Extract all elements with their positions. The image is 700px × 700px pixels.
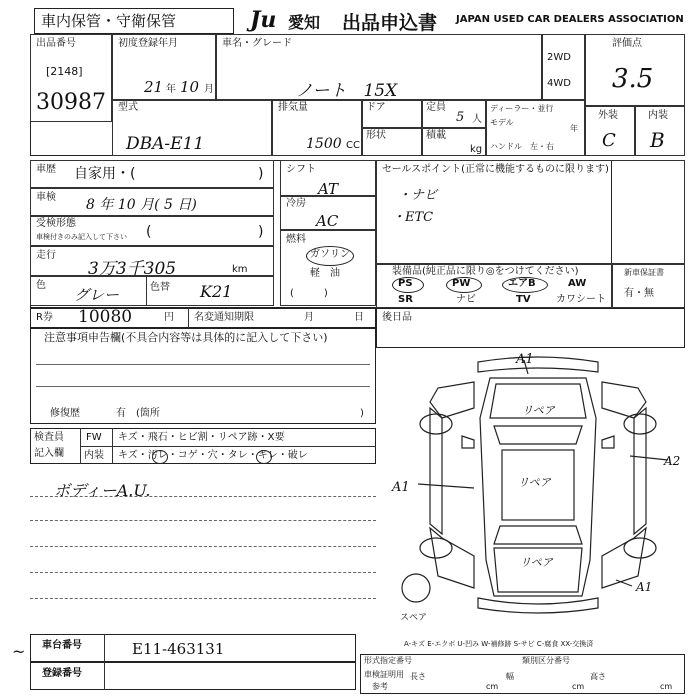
shape-label: 形状	[366, 130, 386, 141]
check-fw-cat: FW	[86, 432, 102, 443]
warranty-options: 有・無	[624, 288, 654, 299]
dealer-model-label: モデル	[490, 118, 514, 127]
damage-mark-left: A1	[392, 480, 410, 495]
remark-handwriting: ボディーA.U.	[54, 481, 151, 500]
equip-aw: AW	[568, 278, 587, 289]
score-label: 評価点	[612, 38, 642, 49]
recycle-divider	[188, 308, 189, 328]
form-no-height-cm: cm	[660, 682, 673, 691]
recycle-value: 10080	[78, 307, 133, 327]
mileage-unit: km	[232, 264, 248, 275]
notes-line-1	[36, 364, 370, 365]
first-reg-year: 21	[144, 78, 164, 96]
displacement-unit: CC	[346, 140, 360, 151]
sales-point-2: ・ETC	[392, 210, 434, 225]
form-title: 出品申込書	[342, 12, 438, 34]
repair-close: )	[360, 408, 364, 419]
form-no-label2: 類別区分番号	[522, 656, 570, 665]
repair-value: 有 (箇所	[116, 408, 160, 419]
notes-label: 注意事項申告欄(不具合内容等は具体的に記入して下さい)	[44, 331, 328, 344]
door-label: ドア	[366, 102, 386, 113]
form-no-height: 高さ	[590, 672, 606, 681]
shift-label: シフト	[286, 164, 316, 175]
damage-mark-front: A1	[516, 352, 534, 367]
form-no-length-cm: cm	[486, 682, 499, 691]
color-value: グレー	[74, 286, 120, 304]
receive-label: 受検形態	[36, 218, 76, 229]
warranty-label: 新車保証書	[624, 268, 664, 277]
first-reg-year-unit: 年	[166, 84, 176, 95]
storage-label: 車内保管・守衛保管	[41, 12, 177, 30]
plate-divider	[104, 662, 105, 690]
association-name: JAPAN USED CAR DEALERS ASSOCIATION	[456, 14, 684, 25]
equipment-label: 装備品(純正品に限り◎をつけてください)	[392, 266, 579, 277]
name-change-month: 月	[304, 312, 314, 323]
lot-number: 30987	[36, 90, 106, 115]
history-row	[30, 160, 274, 188]
model-value: DBA-E11	[126, 134, 205, 154]
equip-pw: PW	[452, 278, 471, 289]
plate-label: 登録番号	[42, 668, 82, 679]
capacity-value: 5	[456, 110, 465, 125]
repair-label: 修復歴	[50, 408, 80, 419]
recycle-unit: 円	[164, 312, 174, 323]
name-change-label: 名変通知期限	[194, 312, 254, 323]
chassis-value: E11-463131	[132, 640, 225, 658]
chassis-divider	[104, 634, 105, 662]
displacement-value: 1500	[306, 136, 342, 152]
shift-value: AT	[318, 180, 339, 198]
storage-box	[34, 8, 234, 34]
remark-line-3	[30, 546, 376, 547]
receive-close: )	[258, 224, 264, 240]
score-int-label: 内装	[648, 110, 668, 121]
fuel-label: 燃料	[286, 234, 306, 245]
score-ext-label: 外装	[598, 110, 618, 121]
drive-2wd: 2WD	[547, 52, 571, 63]
check-circle-1	[152, 450, 168, 464]
capacity-label: 定員	[426, 102, 446, 113]
capacity-unit: 人	[472, 114, 482, 125]
check-int-cat: 内装	[84, 450, 104, 461]
sales-points-label: セールスポイント(正常に機能するものに限ります)	[382, 164, 609, 175]
history-label: 車歴	[36, 164, 56, 175]
inspection-value: 8 年 10 月( 5 日)	[86, 197, 197, 213]
receive-note: 車検付きのみ記入して下さい	[36, 233, 127, 241]
first-reg-month-unit: 月	[204, 84, 214, 95]
brand-city: 愛知	[288, 13, 321, 32]
form-no-cert: 車検証明用	[364, 670, 404, 679]
color-change-label: 色替	[150, 282, 170, 293]
sales-point-1: ・ナビ	[398, 188, 438, 203]
remark-line-5	[30, 598, 376, 599]
fuel-gasoline: ガソリン	[310, 249, 350, 260]
first-reg-month: 10	[180, 78, 200, 96]
check-int-text: キズ・汚レ・コゲ・穴・タレ・キレ・破レ	[118, 450, 308, 461]
lot-sub: [2148]	[46, 65, 83, 78]
color-divider	[146, 276, 147, 306]
equip-sr: SR	[398, 294, 413, 305]
first-reg-label: 初度登録年月	[118, 38, 178, 49]
car-name-value: ノート 15X	[296, 81, 398, 101]
recycle-label: R券	[36, 312, 53, 323]
form-no-width: 幅	[506, 672, 514, 681]
form-no-width-cm: cm	[572, 682, 585, 691]
dealer-model-unit: 年	[570, 124, 578, 133]
model-label: 型式	[118, 102, 138, 113]
tilde-mark: ~	[12, 642, 26, 661]
history-value: 自家用・(	[74, 166, 136, 182]
color-label: 色	[36, 280, 46, 291]
form-no-length: 長さ	[410, 672, 426, 681]
notes-line-2	[36, 386, 370, 387]
form-no-ref: 参考	[372, 682, 388, 691]
fuel-diesel: 軽 油	[310, 268, 340, 279]
equip-ps: PS	[398, 278, 413, 289]
brand-logo: Ju	[250, 7, 277, 33]
equip-navi: ナビ	[456, 294, 476, 305]
fuel-paren: ( )	[290, 288, 328, 299]
equip-seat: カワシート	[556, 294, 606, 305]
repair-mark-hood: リペア	[522, 404, 555, 417]
ac-label: 冷房	[286, 198, 306, 209]
name-change-day: 日	[354, 312, 364, 323]
dealer-handle: ハンドル 左・右	[490, 142, 554, 151]
mileage-value: 3万3千305	[88, 259, 177, 279]
check-circle-2	[256, 450, 272, 464]
score-value: 3.5	[612, 64, 654, 94]
after-market-cell	[376, 308, 685, 348]
spare-label: スペア	[400, 613, 428, 623]
inspector-label: 検査員	[34, 432, 64, 443]
score-int-value: B	[650, 128, 665, 152]
drive-4wd: 4WD	[547, 78, 571, 89]
score-ext-value: C	[602, 130, 616, 151]
chassis-label: 車台番号	[42, 640, 82, 651]
car-name-label: 車名・グレード	[222, 38, 292, 49]
damage-legend: A-キズ E-エクボ U-凹み W-補修跡 S-サビ C-腐食 XX-交換済	[404, 640, 594, 648]
color-code: K21	[200, 282, 233, 301]
damage-mark-right: A2	[664, 454, 681, 468]
ac-value: AC	[316, 212, 339, 230]
remark-line-1	[30, 496, 376, 497]
inspection-label: 車検	[36, 192, 56, 203]
repair-mark-trunk: リペア	[520, 556, 553, 569]
equip-airbag: エアB	[508, 278, 536, 289]
drive-cell	[542, 34, 585, 100]
dealer-label: ディーラー・並行	[490, 104, 554, 113]
inspector-sub: 記入欄	[34, 448, 64, 459]
remark-line-2	[30, 520, 376, 521]
lot-label: 出品番号	[36, 38, 76, 49]
equip-tv: TV	[516, 294, 531, 305]
form-no-label: 形式指定番号	[364, 656, 412, 665]
mileage-label: 走行	[36, 250, 56, 261]
history-close: )	[258, 166, 264, 182]
check-row-divider	[80, 446, 376, 447]
load-unit: kg	[470, 144, 483, 155]
check-fw-text: キズ・飛石・ヒビ割・リペア跡・X要	[118, 432, 285, 443]
after-market-label: 後日品	[382, 312, 412, 323]
displacement-label: 排気量	[278, 102, 308, 113]
load-label: 積載	[426, 130, 446, 141]
repair-mark-roof: リペア	[518, 476, 551, 489]
remark-line-4	[30, 572, 376, 573]
receive-value: (	[146, 224, 152, 240]
damage-mark-rear: A1	[636, 580, 653, 594]
